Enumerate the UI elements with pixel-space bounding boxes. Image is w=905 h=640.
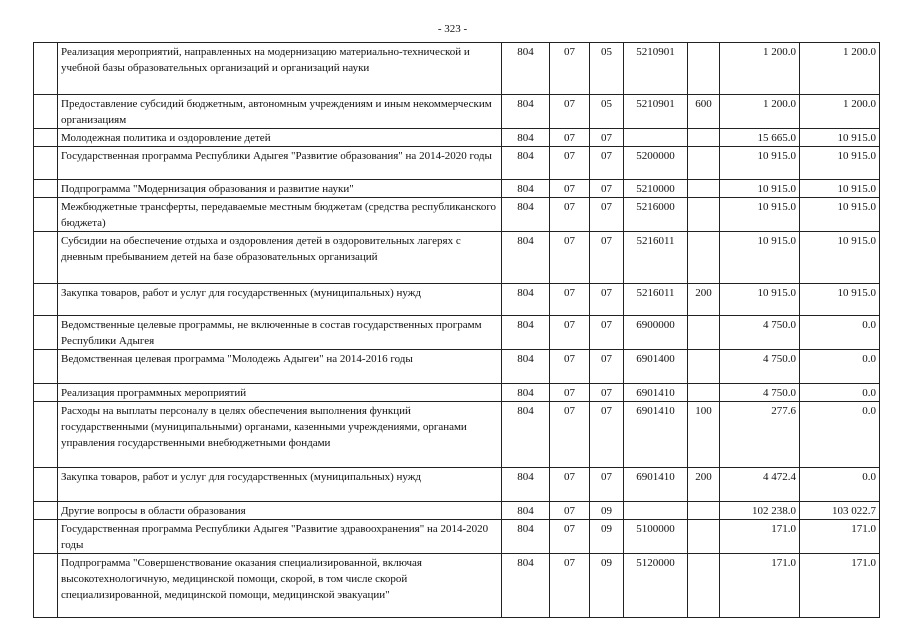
cell-margin xyxy=(34,316,58,350)
cell-amount2: 171.0 xyxy=(800,520,880,554)
cell-amount1: 4 750.0 xyxy=(720,350,800,384)
cell-name: Закупка товаров, работ и услуг для государственных (муниципальных) нужд xyxy=(58,468,502,502)
cell-subsection: 07 xyxy=(590,350,624,384)
cell-ministry: 804 xyxy=(502,198,550,232)
cell-section: 07 xyxy=(550,402,590,468)
cell-ministry: 804 xyxy=(502,350,550,384)
cell-subsection: 07 xyxy=(590,402,624,468)
cell-amount1: 10 915.0 xyxy=(720,198,800,232)
cell-subsection: 07 xyxy=(590,284,624,316)
cell-ministry: 804 xyxy=(502,180,550,198)
cell-margin xyxy=(34,284,58,316)
cell-ministry: 804 xyxy=(502,43,550,95)
table-row xyxy=(34,129,880,147)
cell-ministry: 804 xyxy=(502,402,550,468)
cell-section: 07 xyxy=(550,180,590,198)
cell-margin xyxy=(34,43,58,95)
cell-type: 100 xyxy=(688,402,720,468)
table-body xyxy=(34,43,880,618)
cell-target xyxy=(624,502,688,520)
table-row xyxy=(34,554,880,618)
cell-type xyxy=(688,350,720,384)
cell-target: 5200000 xyxy=(624,147,688,180)
cell-section: 07 xyxy=(550,468,590,502)
cell-target: 6901410 xyxy=(624,402,688,468)
cell-subsection: 09 xyxy=(590,520,624,554)
cell-amount2: 0.0 xyxy=(800,468,880,502)
cell-name: Государственная программа Республики Адыгея "Развитие здравоохранения" на 2014-2020 годы xyxy=(58,520,502,554)
cell-name: Подпрограмма "Совершенствование оказания специализированной, включая высокотехнологичную, медицинской помощи, скорой, в том числе скорой специализированной, медицинской помощи, медицинской эвакуации" xyxy=(58,554,502,618)
cell-type xyxy=(688,520,720,554)
cell-amount1: 1 200.0 xyxy=(720,95,800,129)
cell-ministry: 804 xyxy=(502,384,550,402)
cell-subsection: 09 xyxy=(590,554,624,618)
cell-target: 5100000 xyxy=(624,520,688,554)
cell-margin xyxy=(34,232,58,284)
cell-name: Реализация мероприятий, направленных на модернизацию материально-технической и учебной базы образовательных организаций и организаций науки xyxy=(58,43,502,95)
cell-amount2: 103 022.7 xyxy=(800,502,880,520)
cell-target: 5216011 xyxy=(624,232,688,284)
table-row xyxy=(34,147,880,180)
cell-margin xyxy=(34,384,58,402)
cell-amount1: 15 665.0 xyxy=(720,129,800,147)
cell-ministry: 804 xyxy=(502,95,550,129)
cell-name: Государственная программа Республики Адыгея "Развитие образования" на 2014-2020 годы xyxy=(58,147,502,180)
cell-amount2: 0.0 xyxy=(800,384,880,402)
cell-ministry: 804 xyxy=(502,520,550,554)
cell-name: Закупка товаров, работ и услуг для государственных (муниципальных) нужд xyxy=(58,284,502,316)
cell-subsection: 07 xyxy=(590,129,624,147)
cell-ministry: 804 xyxy=(502,502,550,520)
cell-type: 600 xyxy=(688,95,720,129)
page-number: - 323 - xyxy=(437,23,468,35)
cell-subsection: 07 xyxy=(590,147,624,180)
cell-section: 07 xyxy=(550,554,590,618)
cell-amount1: 4 750.0 xyxy=(720,316,800,350)
cell-name: Ведомственная целевая программа "Молодежь Адыгеи" на 2014-2016 годы xyxy=(58,350,502,384)
table-row xyxy=(34,520,880,554)
cell-margin xyxy=(34,198,58,232)
cell-subsection: 07 xyxy=(590,468,624,502)
cell-amount2: 1 200.0 xyxy=(800,95,880,129)
table-row xyxy=(34,232,880,284)
cell-target: 6901410 xyxy=(624,384,688,402)
cell-amount2: 0.0 xyxy=(800,402,880,468)
cell-section: 07 xyxy=(550,43,590,95)
cell-name: Межбюджетные трансферты, передаваемые местным бюджетам (средства республиканского бюджета) xyxy=(58,198,502,232)
cell-type xyxy=(688,502,720,520)
table-row xyxy=(34,502,880,520)
cell-subsection: 05 xyxy=(590,95,624,129)
cell-margin xyxy=(34,350,58,384)
table-row xyxy=(34,402,880,468)
cell-section: 07 xyxy=(550,129,590,147)
cell-name: Субсидии на обеспечение отдыха и оздоровления детей в оздоровительных лагерях с дневным пребыванием детей на базе образовательных организаций xyxy=(58,232,502,284)
cell-section: 07 xyxy=(550,284,590,316)
cell-amount2: 10 915.0 xyxy=(800,147,880,180)
cell-margin xyxy=(34,502,58,520)
cell-amount2: 10 915.0 xyxy=(800,198,880,232)
cell-amount1: 10 915.0 xyxy=(720,147,800,180)
cell-ministry: 804 xyxy=(502,554,550,618)
cell-section: 07 xyxy=(550,232,590,284)
cell-margin xyxy=(34,147,58,180)
cell-type xyxy=(688,129,720,147)
table-row xyxy=(34,95,880,129)
cell-subsection: 07 xyxy=(590,198,624,232)
cell-section: 07 xyxy=(550,95,590,129)
cell-target: 6901400 xyxy=(624,350,688,384)
cell-type xyxy=(688,384,720,402)
cell-type xyxy=(688,180,720,198)
cell-subsection: 07 xyxy=(590,232,624,284)
cell-name: Ведомственные целевые программы, не включенные в состав государственных программ Республики Адыгея xyxy=(58,316,502,350)
cell-amount2: 10 915.0 xyxy=(800,232,880,284)
cell-ministry: 804 xyxy=(502,316,550,350)
cell-name: Расходы на выплаты персоналу в целях обеспечения выполнения функций государственными (муниципальными) органами, казенными учреждениями, органами управления государственными внебюджетными фондами xyxy=(58,402,502,468)
cell-subsection: 07 xyxy=(590,384,624,402)
cell-amount1: 4 750.0 xyxy=(720,384,800,402)
cell-amount1: 4 472.4 xyxy=(720,468,800,502)
cell-name: Предоставление субсидий бюджетным, автономным учреждениям и иным некоммерческим организациям xyxy=(58,95,502,129)
cell-section: 07 xyxy=(550,502,590,520)
cell-section: 07 xyxy=(550,520,590,554)
cell-amount2: 0.0 xyxy=(800,316,880,350)
cell-type xyxy=(688,316,720,350)
cell-amount2: 10 915.0 xyxy=(800,129,880,147)
cell-amount2: 171.0 xyxy=(800,554,880,618)
cell-amount2: 10 915.0 xyxy=(800,180,880,198)
cell-ministry: 804 xyxy=(502,468,550,502)
cell-amount1: 277.6 xyxy=(720,402,800,468)
cell-ministry: 804 xyxy=(502,147,550,180)
cell-type: 200 xyxy=(688,468,720,502)
table-row xyxy=(34,468,880,502)
cell-margin xyxy=(34,520,58,554)
cell-target: 5216000 xyxy=(624,198,688,232)
cell-type: 200 xyxy=(688,284,720,316)
table-row xyxy=(34,43,880,95)
table-row xyxy=(34,384,880,402)
cell-name: Реализация программных мероприятий xyxy=(58,384,502,402)
cell-margin xyxy=(34,180,58,198)
budget-table xyxy=(33,42,880,618)
cell-section: 07 xyxy=(550,384,590,402)
cell-type xyxy=(688,232,720,284)
cell-name: Молодежная политика и оздоровление детей xyxy=(58,129,502,147)
cell-ministry: 804 xyxy=(502,129,550,147)
cell-margin xyxy=(34,95,58,129)
cell-amount1: 10 915.0 xyxy=(720,180,800,198)
table-row xyxy=(34,284,880,316)
table-row xyxy=(34,198,880,232)
cell-type xyxy=(688,43,720,95)
cell-subsection: 09 xyxy=(590,502,624,520)
cell-amount1: 10 915.0 xyxy=(720,284,800,316)
table-row xyxy=(34,180,880,198)
cell-target: 5210901 xyxy=(624,43,688,95)
cell-name: Другие вопросы в области образования xyxy=(58,502,502,520)
cell-amount1: 102 238.0 xyxy=(720,502,800,520)
table-row xyxy=(34,350,880,384)
cell-target: 5210901 xyxy=(624,95,688,129)
cell-amount1: 171.0 xyxy=(720,554,800,618)
cell-target xyxy=(624,129,688,147)
cell-target: 5120000 xyxy=(624,554,688,618)
cell-type xyxy=(688,198,720,232)
cell-subsection: 05 xyxy=(590,43,624,95)
cell-ministry: 804 xyxy=(502,232,550,284)
cell-amount2: 10 915.0 xyxy=(800,284,880,316)
cell-subsection: 07 xyxy=(590,316,624,350)
cell-target: 5216011 xyxy=(624,284,688,316)
cell-section: 07 xyxy=(550,350,590,384)
cell-section: 07 xyxy=(550,147,590,180)
cell-section: 07 xyxy=(550,316,590,350)
cell-target: 5210000 xyxy=(624,180,688,198)
cell-name: Подпрограмма "Модернизация образования и развитие науки" xyxy=(58,180,502,198)
cell-amount1: 10 915.0 xyxy=(720,232,800,284)
cell-target: 6901410 xyxy=(624,468,688,502)
cell-amount2: 1 200.0 xyxy=(800,43,880,95)
cell-ministry: 804 xyxy=(502,284,550,316)
table-row xyxy=(34,316,880,350)
cell-type xyxy=(688,554,720,618)
cell-type xyxy=(688,147,720,180)
cell-target: 6900000 xyxy=(624,316,688,350)
cell-amount2: 0.0 xyxy=(800,350,880,384)
cell-amount1: 171.0 xyxy=(720,520,800,554)
cell-subsection: 07 xyxy=(590,180,624,198)
cell-margin xyxy=(34,402,58,468)
cell-section: 07 xyxy=(550,198,590,232)
cell-margin xyxy=(34,129,58,147)
cell-margin xyxy=(34,554,58,618)
cell-margin xyxy=(34,468,58,502)
cell-amount1: 1 200.0 xyxy=(720,43,800,95)
